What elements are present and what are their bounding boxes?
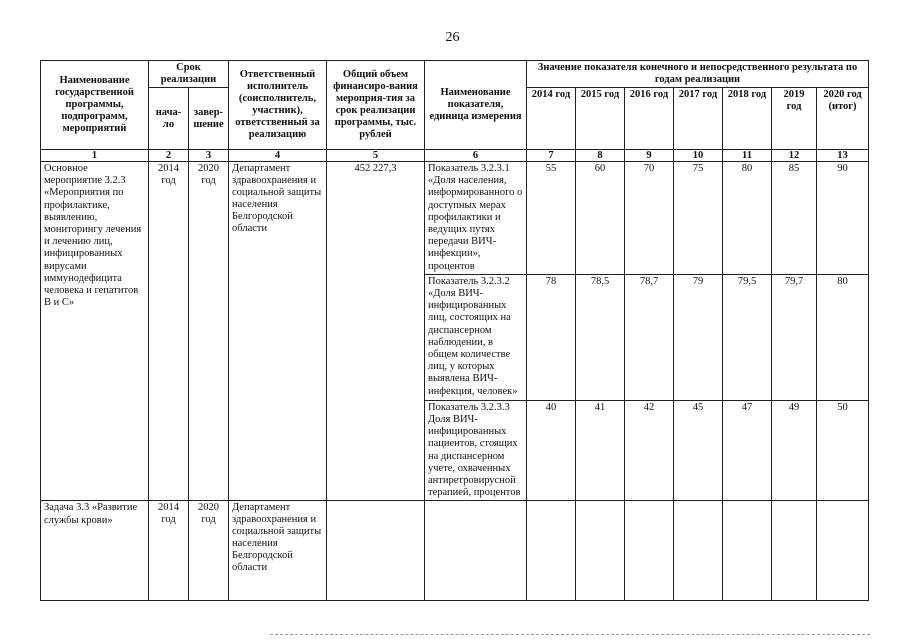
- end-year: 2020 год: [189, 501, 229, 601]
- column-number: 6: [425, 150, 527, 162]
- header-year: 2018 год: [723, 88, 772, 150]
- end-year: 2020 год: [189, 162, 229, 501]
- indicator-value: 79,7: [772, 274, 817, 400]
- program-table: [40, 60, 869, 601]
- footer-divider: [270, 634, 870, 636]
- indicator-value: [527, 501, 576, 601]
- start-year: 2014 год: [149, 501, 189, 601]
- column-number: 1: [41, 150, 149, 162]
- funding-amount: 452 227,3: [327, 162, 425, 501]
- column-number: 3: [189, 150, 229, 162]
- header-year: 2015 год: [576, 88, 625, 150]
- funding-amount: [327, 501, 425, 601]
- executor: Департамент здравоохранения и социальной защиты населения Белгородской области: [229, 501, 327, 601]
- column-number: 11: [723, 150, 772, 162]
- header-year: 2020 год (итог): [817, 88, 869, 150]
- indicator-value: 42: [625, 400, 674, 501]
- page-number: 26: [445, 30, 460, 45]
- indicator-name: [425, 501, 527, 601]
- header-indicator: Наименование показателя, единица измерения: [425, 61, 527, 150]
- header-start: нача-ло: [149, 88, 189, 150]
- indicator-name: Показатель 3.2.3.3 Доля ВИЧ-инфицированных пациентов, стоящих на диспансерном учете, охваченных антиретровирусной терапией, процентов: [425, 400, 527, 501]
- column-number: 12: [772, 150, 817, 162]
- indicator-value: 47: [723, 400, 772, 501]
- indicator-value: 50: [817, 400, 869, 501]
- header-year: 2017 год: [674, 88, 723, 150]
- indicator-value: 55: [527, 162, 576, 275]
- indicator-value: 60: [576, 162, 625, 275]
- column-number: 9: [625, 150, 674, 162]
- task-name: Задача 3.3 «Развитие службы крови»: [41, 501, 149, 601]
- indicator-value: [772, 501, 817, 601]
- indicator-value: 80: [723, 162, 772, 275]
- start-year: 2014 год: [149, 162, 189, 501]
- header-executor: Ответственный исполнитель (соисполнитель, участник), ответственный за реализацию: [229, 61, 327, 150]
- indicator-value: [817, 501, 869, 601]
- column-number: 5: [327, 150, 425, 162]
- indicator-value: [625, 501, 674, 601]
- indicator-value: 40: [527, 400, 576, 501]
- executor: Департамент здравоохранения и социальной защиты населения Белгородской области: [229, 162, 327, 501]
- indicator-value: 78: [527, 274, 576, 400]
- header-year: 2019 год: [772, 88, 817, 150]
- indicator-value: 49: [772, 400, 817, 501]
- indicator-value: 79: [674, 274, 723, 400]
- indicator-value: 41: [576, 400, 625, 501]
- indicator-name: Показатель 3.2.3.1 «Доля населения, информированного о доступных мерах профилактики и ведущих путях передачи ВИЧ-инфекции», процентов: [425, 162, 527, 275]
- indicator-value: 78,5: [576, 274, 625, 400]
- indicator-value: 80: [817, 274, 869, 400]
- column-number: 13: [817, 150, 869, 162]
- indicator-value: 90: [817, 162, 869, 275]
- indicator-value: 78,7: [625, 274, 674, 400]
- indicator-value: [723, 501, 772, 601]
- header-year: 2014 год: [527, 88, 576, 150]
- indicator-value: 70: [625, 162, 674, 275]
- table-row: [41, 501, 869, 601]
- header-values: Значение показателя конечного и непосредственного результата по годам реализации: [527, 61, 869, 88]
- indicator-value: 85: [772, 162, 817, 275]
- indicator-value: 75: [674, 162, 723, 275]
- header-name: Наименование государственной программы, подпрограмм, мероприятий: [41, 61, 149, 150]
- indicator-value: 45: [674, 400, 723, 501]
- activity-name: Основное мероприятие 3.2.3 «Мероприятия по профилактике, выявлению, мониторингу лечения и лечению лиц, инфицированных вирусами иммунодефицита человека и гепатитов В и С»: [41, 162, 149, 501]
- column-number: 2: [149, 150, 189, 162]
- header-term: Срок реализации: [149, 61, 229, 88]
- header-year: 2016 год: [625, 88, 674, 150]
- indicator-value: [674, 501, 723, 601]
- column-number: 10: [674, 150, 723, 162]
- indicator-value: 79,5: [723, 274, 772, 400]
- header-funding: Общий объем финансиро-вания мероприя-тия за срок реализации программы, тыс. рублей: [327, 61, 425, 150]
- indicator-name: Показатель 3.2.3.2 «Доля ВИЧ-инфицированных лиц, состоящих на диспансерном наблюдении, в общем количестве лиц, у которых выявлена ВИЧ-инфекция, человек»: [425, 274, 527, 400]
- indicator-value: [576, 501, 625, 601]
- header-end: завер-шение: [189, 88, 229, 150]
- table-row: [41, 162, 869, 275]
- column-number: 8: [576, 150, 625, 162]
- column-number: 7: [527, 150, 576, 162]
- column-number: 4: [229, 150, 327, 162]
